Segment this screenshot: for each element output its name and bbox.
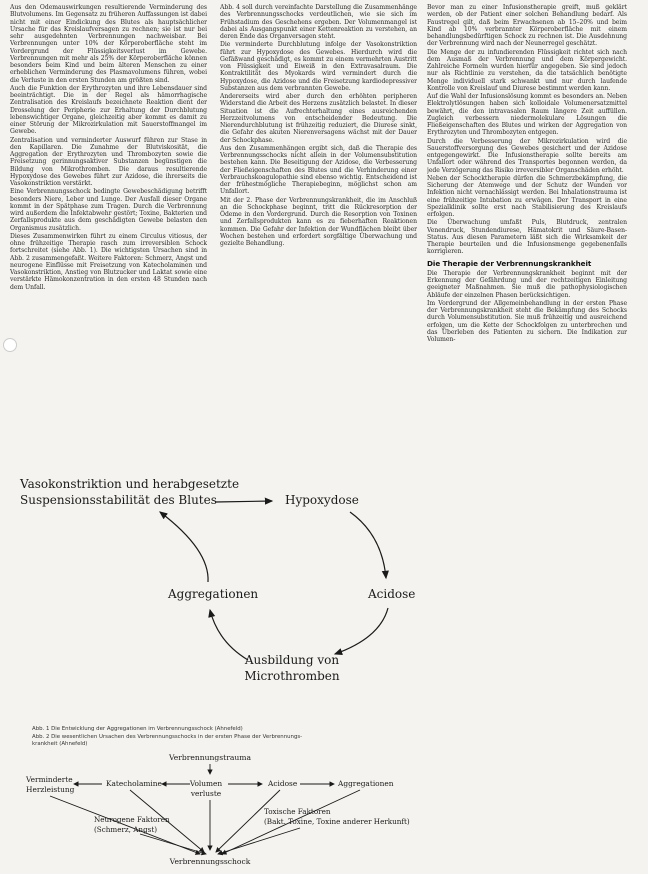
text-column-left: [10, 4, 207, 465]
fig1-title-line2: Suspensionsstabilität des Blutes: [20, 493, 217, 507]
fig1-ausbildung-line2: Microthromben: [244, 669, 340, 683]
paragraph: Abb. 4 soll durch vereinfachte Darstellung die Zusammenhänge des Verbrennungsschocks verdeutlichen, wie sie sich im Frühstadium des Geschehens ergeben. Der Volumenmangel ist dabei als Ausgangspunkt einer Kettenreaktion zu verstehen, an deren Ende das Organversagen steht.: [220, 4, 417, 40]
fig2-toxische-line1: Toxische Faktoren: [264, 807, 331, 816]
fig1-hypoxydose: Hypoxydose: [285, 493, 359, 507]
paragraph: Mit der 2. Phase der Verbrennungskrankheit, die im Anschluß an die Schockphase beginnt, tritt die Rückresorption der Ödeme in den Vordergrund. Durch die Resorption von Toxinen und Zerfallsprodukten kann es zu fieberhaften Reaktionen kommen. Die Gefahr der Infektion der Wundflächen bleibt über Wochen bestehen und erfordert sorgfältige Überwachung und gezielte Behandlung.: [220, 196, 417, 247]
paragraph: Zentralisation und verminderter Auswurf führen zur Stase in den Kapillaren. Die Zunahme der Blutviskosität, die Aggregation der Erythrozyten und Thrombozyten sowie die Freisetzung gerinnungsaktiver Substanzen begünstigen die Bildung von Mikrothromben. Die daraus resultierende Hypoxydose des Gewebes führt zur Azidose, die ihrerseits die Vasokonstriktion verstärkt.: [10, 136, 207, 187]
fig2-toxische-line2: (Bakt. Toxine, Toxine anderer Herkunft): [264, 817, 410, 826]
fig2-acidose: Acidose: [268, 779, 298, 788]
fig2-neurogene-line2: (Schmerz, Angst): [94, 825, 158, 834]
fig1-title-line1: Vasokonstriktion und herabgesetzte: [20, 477, 240, 491]
paragraph: Auch die Funktion der Erythrozyten und ihre Lebensdauer sind beeinträchtigt. Die in der Regel als hämorrhagische Zentralisation des Kreislaufs bezeichnete Reaktion dient der Drosselung der Peripherie zur Erhaltung der Durchblutung lebenswichtiger Organe, gleichzeitig aber kommt es damit zu einer Störung der Mikrozirkulation mit Sauerstoffmangel im Gewebe.: [10, 84, 207, 136]
paragraph: Andererseits wird aber durch den erhöhten peripheren Widerstand die Arbeit des Herzens zusätzlich belastet. In dieser Situation ist die Aufrechterhaltung eines ausreichenden Herzzeitvolumens von entscheidender Bedeutung. Die Nierendurchblutung ist frühzeitig reduziert, die Diurese sinkt, die Gefahr des akuten Nierenversagens wächst mit der Dauer der Schockphase.: [220, 93, 417, 144]
paragraph: Aus den Zusammenhängen ergibt sich, daß die Therapie des Verbrennungsschocks nicht allein in der Volumensubstitution bestehen kann. Die Beseitigung der Azidose, die Verbesserung der Fließeigenschaften des Blutes und die Verhinderung einer Verbrauchskoagulopathie sind ebenso wichtig. Entscheidend ist der frühestmögliche Therapiebeginn, möglichst schon am Unfallort.: [220, 144, 417, 196]
paragraph: Im Vordergrund der Allgemeinbehandlung in der ersten Phase der Verbrennungskrankheit steht die Bekämpfung des Schocks durch Volumensubstitution. Sie muß frühzeitig und ausreichend erfolgen, um die Kette der Schockfolgen zu unterbrechen und das Überleben des Patienten zu sichern. Die Indikation zur Volumen-: [427, 299, 627, 343]
paragraph: Die Überwachung umfaßt Puls, Blutdruck, zentralen Venendruck, Stundendiurese, Hämatokrit und Säure-Basen-Status. Aus diesen Parametern läßt sich die Wirksamkeit der Therapie beurteilen und die Infusionsmenge gegebenenfalls korrigieren.: [427, 219, 627, 256]
fig2-verminderte-line2: Herzleistung: [26, 785, 75, 794]
figure-1-caption: Abb. 1 Die Entwicklung der Aggregationen im Verbrennungsschock (Ahnefeld): [32, 726, 243, 732]
fig1-ausbildung-line1: Ausbildung von: [244, 653, 340, 667]
figure-1: [10, 470, 420, 738]
fig1-arrow: [210, 610, 248, 660]
figure-2-diagram: [10, 752, 420, 870]
paragraph: Neben der Schocktherapie dürfen die Schmerzbekämpfung, die Sicherung der Atemwege und der Schutz der Wunden vor Infektion nicht vernachlässigt werden. Bei Inhalationstrauma ist eine frühzeitige Intubation zu erwägen. Der Transport in eine Spezialklinik sollte erst nach Stabilisierung des Kreislaufs erfolgen.: [427, 174, 627, 218]
fig2-aggregationen: Aggregationen: [338, 779, 394, 788]
fig2-volumen-line2: verluste: [190, 789, 222, 798]
fig2-trauma: Verbrennungstrauma: [168, 753, 252, 762]
figure-2: [10, 734, 420, 870]
fig1-arrow: [160, 512, 208, 582]
text-column-middle: [220, 4, 417, 465]
fig1-arrow: [350, 512, 386, 578]
fig1-aggregationen: Aggregationen: [168, 587, 259, 601]
fig2-volumen-line1: Volumen: [189, 779, 223, 788]
paragraph: Die Menge der zu infundierenden Flüssigkeit richtet sich nach dem Ausmaß der Verbrennung und dem Körpergewicht. Zahlreiche Formeln wurden hierfür angegeben. Sie sind jedoch nur als Richtlinie zu verstehen, da die tatsächlich benötigte Menge individuell stark schwankt und nur durch laufende Kontrolle von Kreislauf und Diurese bestimmt werden kann.: [427, 48, 627, 92]
fig2-arrow: [140, 834, 206, 854]
paragraph: Die verminderte Durchblutung infolge der Vasokonstriktion führt zur Hypoxydose des Gewebes. Hierdurch wird die Gefäßwand geschädigt, es kommt zu einem vermehrten Austritt von Flüssigkeit und Eiweiß in den Extravasalraum. Die Kontraktilität des Myokards wird vermindert durch die Hypoxydose, die Azidose und die Freisetzung kardiodepressiver Substanzen aus dem verbrannten Gewebe.: [220, 41, 417, 92]
paragraph: Die Therapie der Verbrennungskrankheit beginnt mit der Erkennung der Gefährdung und der rechtzeitigen Einleitung geeigneter Maßnahmen. Sie muß die pathophysiologischen Abläufe der einzelnen Phasen berücksichtigen.: [427, 269, 627, 299]
fig2-schock: Verbrennungsschock: [169, 857, 251, 866]
paragraph: Aus den Ödemauswirkungen resultierende Verminderung des Blutvolumens. Im Gegensatz zu früheren Auffassungen ist dabei nicht mit einer Eindickung des Blutes als hauptsächlicher Ursache für das Kreislaufversagen zu rechnen; sie ist nur bei sehr ausgedehnten Verbrennungen nachweisbar. Bei Verbrennungen unter 10% der Körperoberfläche steht im Vordergrund der Flüssigkeitsverlust im Gewebe. Verbrennungen mit mehr als 25% der Körperoberfläche können besonders beim Kind und beim älteren Menschen zu einer erheblichen Verminderung des Plasmavolumens führen, wobei die Verluste in den ersten Stunden am größten sind.: [10, 4, 207, 84]
fig1-arrow: [335, 608, 388, 654]
fig2-verminderte-line1: Verminderte: [26, 775, 73, 784]
paragraph: Bevor man zu einer Infusionstherapie greift, muß geklärt werden, ob der Patient einer solchen Behandlung bedarf. Als Faustregel gilt, daß beim Erwachsenen ab 15–20% und beim Kind ab 10% verbrannter Körperoberfläche mit einem behandlungsbedürftigen Schock zu rechnen ist. Die Ausdehnung der Verbrennung wird nach der Neunerregel geschätzt.: [427, 4, 627, 48]
fig2-neurogene-line1: Neurogene Faktoren: [94, 815, 170, 824]
text-column-right: [427, 4, 627, 866]
fig1-arrow: [215, 501, 272, 502]
paragraph: Auf die Wahl der Infusionslösung kommt es besonders an. Neben Elektrolytlösungen haben sich kolloidale Volumenersatzmittel bewährt, die den intravasalen Raum längere Zeit auffüllen. Zugleich verbessern niedermolekulare Lösungen die Fließeigenschaften des Blutes und wirken der Aggregation von Erythrozyten und Thrombozyten entgegen.: [427, 93, 627, 137]
paragraph: Dieses Zusammenwirken führt zu einem Circulus vitiosus, der ohne frühzeitige Therapie rasch zum irreversiblen Schock fortschreitet (siehe Abb. 1). Die wichtigsten Ursachen sind in Abb. 2 zusammengefaßt. Weitere Faktoren: Schmerz, Angst und neurogene Einflüsse mit Freisetzung von Katecholaminen und Vasokonstriktion, Anstieg von Blutzucker und Laktat sowie eine verstärkte Hämokonzentration in den ersten 48 Stunden nach dem Unfall.: [10, 232, 207, 291]
fig1-acidose: Acidose: [368, 587, 416, 601]
figure-2-caption-line2: krankheit (Ahnefeld): [32, 741, 88, 747]
fig2-katecholamine: Katecholamine: [106, 779, 162, 788]
section-heading: Die Therapie der Verbrennungskrankheit: [427, 258, 592, 268]
figure-1-diagram: [10, 470, 420, 720]
paragraph: Eine Verbrennungsschock bedingte Gewebeschädigung betrifft besonders Niere, Leber und Lunge. Der Ausfall dieser Organe kommt in der Spätphase zum Tragen. Durch die Verbrennung wird außerdem die Infektabwehr gestört; Toxine, Bakterien und Zerfallsprodukte aus dem geschädigten Gewebe belasten den Organismus zusätzlich.: [10, 188, 207, 232]
figure-2-caption-line1: Abb. 2 Die wesentlichen Ursachen des Verbrennungsschocks in der ersten Phase der Verbrennungs-: [32, 734, 303, 740]
paragraph: Durch die Verbesserung der Mikrozirkulation wird die Sauerstoffversorgung des Gewebes gesichert und der Azidose entgegengewirkt. Die Infusionstherapie sollte bereits am Unfallort oder während des Transportes begonnen werden, da jede Verzögerung das Risiko irreversibler Organschäden erhöht.: [427, 137, 627, 174]
